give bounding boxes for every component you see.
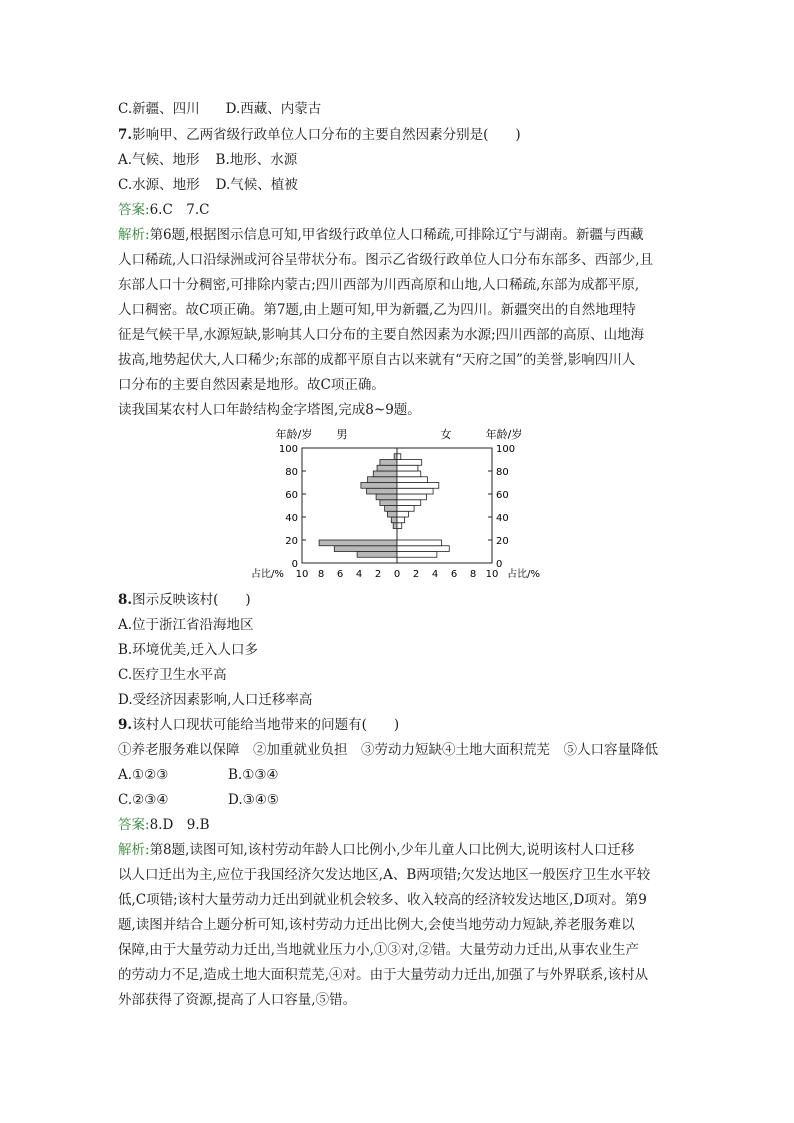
q7-stem [118,126,521,144]
q7-option-b: B.地形、水源 [215,152,298,168]
bar-male-35-40 [391,517,397,523]
q9-options-ab [118,766,279,784]
x-axis-label-left: 占比/% [251,569,284,580]
bar-male-75-80 [373,471,397,477]
analysis-line: 拔高,地势起伏大,人口稀少;东部的成都平原自古以来就有“天府之国”的美誉,影响四川人 [118,352,636,368]
q8-number: 8. [118,592,133,608]
answer-label: 答案: [118,817,150,833]
age-tick-label-left: 100 [278,444,298,455]
x-tick-label-right: 2 [412,569,420,580]
bar-male-60-65 [367,488,397,494]
bar-female-70-75 [397,477,427,483]
bar-female-10-15 [397,546,449,552]
q7-options-cd [118,176,298,194]
x-tick-label-left: 0 [393,569,401,580]
age-tick-label-right: 80 [496,467,509,478]
q9-option-b: B.①③④ [228,767,279,783]
q8-stem [118,591,251,609]
bar-female-50-55 [397,500,421,506]
x-axis-label-right: 占比/% [507,569,540,580]
bar-male-40-45 [388,511,398,517]
analysis-line: 以人口迁出为主,应位于我国经济欠发达地区,A、B两项错;欠发达地区一般医疗卫生水平较 [118,867,651,883]
bar-male-90-95 [394,454,397,460]
bar-male-30-35 [393,523,397,529]
bar-female-65-70 [397,483,439,489]
q8-stem-text: 图示反映该村( ) [132,592,251,608]
x-tick-label-right: 8 [469,569,477,580]
analysis-line: 解析:第8题,读图可知,该村劳动年龄人口比例小,少年儿童人口比例大,说明该村人口迁移 [118,842,635,858]
bar-female-80-85 [397,465,418,471]
x-tick-label-left: 10 [295,569,309,580]
q9-items: ①养老服务难以保障 ②加重就业负担 ③劳动力短缺④土地大面积荒芜 ⑤人口容量降低 [118,742,658,758]
bar-male-70-75 [368,477,397,483]
age-tick-label-right: 40 [496,513,509,524]
bar-female-35-40 [397,517,405,523]
bar-female-5-10 [397,552,437,558]
q8-option-c: C.医疗卫生水平高 [118,667,227,683]
q8-option-b: B.环境优美,迁入人口多 [118,642,259,658]
analysis-line: 低,C项错;该村大量劳动力迁出到就业机会较多、收入较高的经济较发达地区,D项对。第9 [118,892,647,908]
age-tick-label-right: 60 [496,490,509,501]
left-axis-title: 年龄/岁 [275,428,313,441]
q7-number: 7. [118,127,133,143]
x-tick-label-right: 4 [431,569,439,580]
q9-stem [118,716,399,734]
age-tick-label-left: 60 [285,490,298,501]
age-tick-label-right: 100 [496,444,516,455]
bar-male-85-90 [380,460,397,466]
q9-option-d: D.③④⑤ [228,792,279,808]
q7-option-c: C.水源、地形 [118,177,200,193]
q7-option-d: D.气候、植被 [215,177,298,193]
bar-female-15-20 [397,540,442,546]
analysis-line: 口分布的主要自然因素是地形。故C项正确。 [118,377,385,393]
x-tick-label-left: 2 [374,569,382,580]
analysis-label: 解析: [118,227,150,243]
q6-option-c: C.新疆、四川 [118,101,200,117]
question-intro: 读我国某农村人口年龄结构金字塔图,完成8~9题。 [118,402,421,418]
x-tick-label-right: 10 [485,569,499,580]
bar-female-90-95 [397,454,401,460]
bar-female-45-50 [397,506,414,512]
answer-8-9 [118,816,210,834]
analysis-line: 解析:第6题,根据图示信息可知,甲省级行政单位人口稀疏,可排除辽宁与湖南。新疆与西藏 [118,227,644,243]
analysis-label: 解析: [118,842,150,858]
age-tick-label-left: 20 [285,536,298,547]
bar-male-45-50 [385,506,397,512]
q7-option-a: A.气候、地形 [118,152,200,168]
q9-options-cd [118,791,279,809]
q6-options-cd [118,100,321,118]
analysis-line: 保障,由于大量劳动力迁出,当地就业压力小,①③对,②错。大量劳动力迁出,从事农业生产 [118,942,639,958]
bar-female-85-90 [397,460,422,466]
age-tick-label-right: 20 [496,536,509,547]
q6-option-d: D.西藏、内蒙古 [225,101,322,117]
q8-option-a: A.位于浙江省沿海地区 [118,617,254,633]
analysis-line: 人口稀疏,人口沿绿洲或河谷呈带状分布。图示乙省级行政单位人口分布东部多、西部少,且 [118,252,654,268]
bar-female-55-60 [397,494,426,500]
analysis-line: 人口稠密。故C项正确。第7题,由上题可知,甲为新疆,乙为四川。新疆突出的自然地理特 [118,302,636,318]
q7-stem-text: 影响甲、乙两省级行政单位人口分布的主要自然因素分别是( ) [132,127,521,143]
female-label: 女 [440,428,452,441]
q9-stem-text: 该村人口现状可能给当地带来的问题有( ) [132,717,400,733]
bar-male-80-85 [377,465,397,471]
bar-male-5-10 [357,552,397,558]
analysis-line: 东部人口十分稠密,可排除内蒙古;四川西部为川西高原和山地,人口稀疏,东部为成都平原, [118,277,640,293]
age-tick-label-left: 40 [285,513,298,524]
analysis-line: 外部获得了资源,提高了人口容量,⑤错。 [118,992,357,1008]
q8-option-d: D.受经济因素影响,人口迁移率高 [118,692,313,708]
q9-option-c: C.②③④ [118,792,169,808]
analysis-line: 的劳动力不足,造成土地大面积荒芜,④对。由于大量劳动力迁出,加强了与外界联系,该村从 [118,967,649,983]
bar-male-55-60 [376,494,397,500]
bar-female-60-65 [397,488,433,494]
population-pyramid-chart [250,422,540,582]
answer-6-7 [118,201,209,219]
x-tick-label-left: 8 [317,569,325,580]
answer-label: 答案: [118,202,150,218]
bar-male-50-55 [380,500,397,506]
q9-number: 9. [118,717,133,733]
bar-male-10-15 [334,546,397,552]
x-tick-label-left: 4 [355,569,363,580]
answer-text: 6.C 7.C [149,202,210,218]
x-tick-label-left: 6 [336,569,344,580]
age-tick-label-left: 0 [291,559,298,570]
right-axis-title: 年龄/岁 [485,428,523,441]
analysis-line: 题,读图并结合上题分析可知,该村劳动力迁出比例大,会使当地劳动力短缺,养老服务难以 [118,917,635,933]
q7-options-ab [118,151,297,169]
pyramid-plot-area [279,444,515,580]
bar-female-75-80 [397,471,421,477]
age-tick-label-left: 80 [285,467,298,478]
x-tick-label-right: 6 [450,569,458,580]
male-label: 男 [336,428,348,441]
answer-text: 8.D 9.B [149,817,210,833]
q9-option-a: A.①②③ [118,767,169,783]
age-tick-label-right: 0 [496,559,503,570]
bar-male-65-70 [361,483,397,489]
bar-female-40-45 [397,511,408,517]
bar-male-15-20 [319,540,397,546]
bar-female-30-35 [397,523,402,529]
analysis-line: 征是气候干旱,水源短缺,影响其人口分布的主要自然因素为水源;四川西部的高原、山地海 [118,327,645,343]
